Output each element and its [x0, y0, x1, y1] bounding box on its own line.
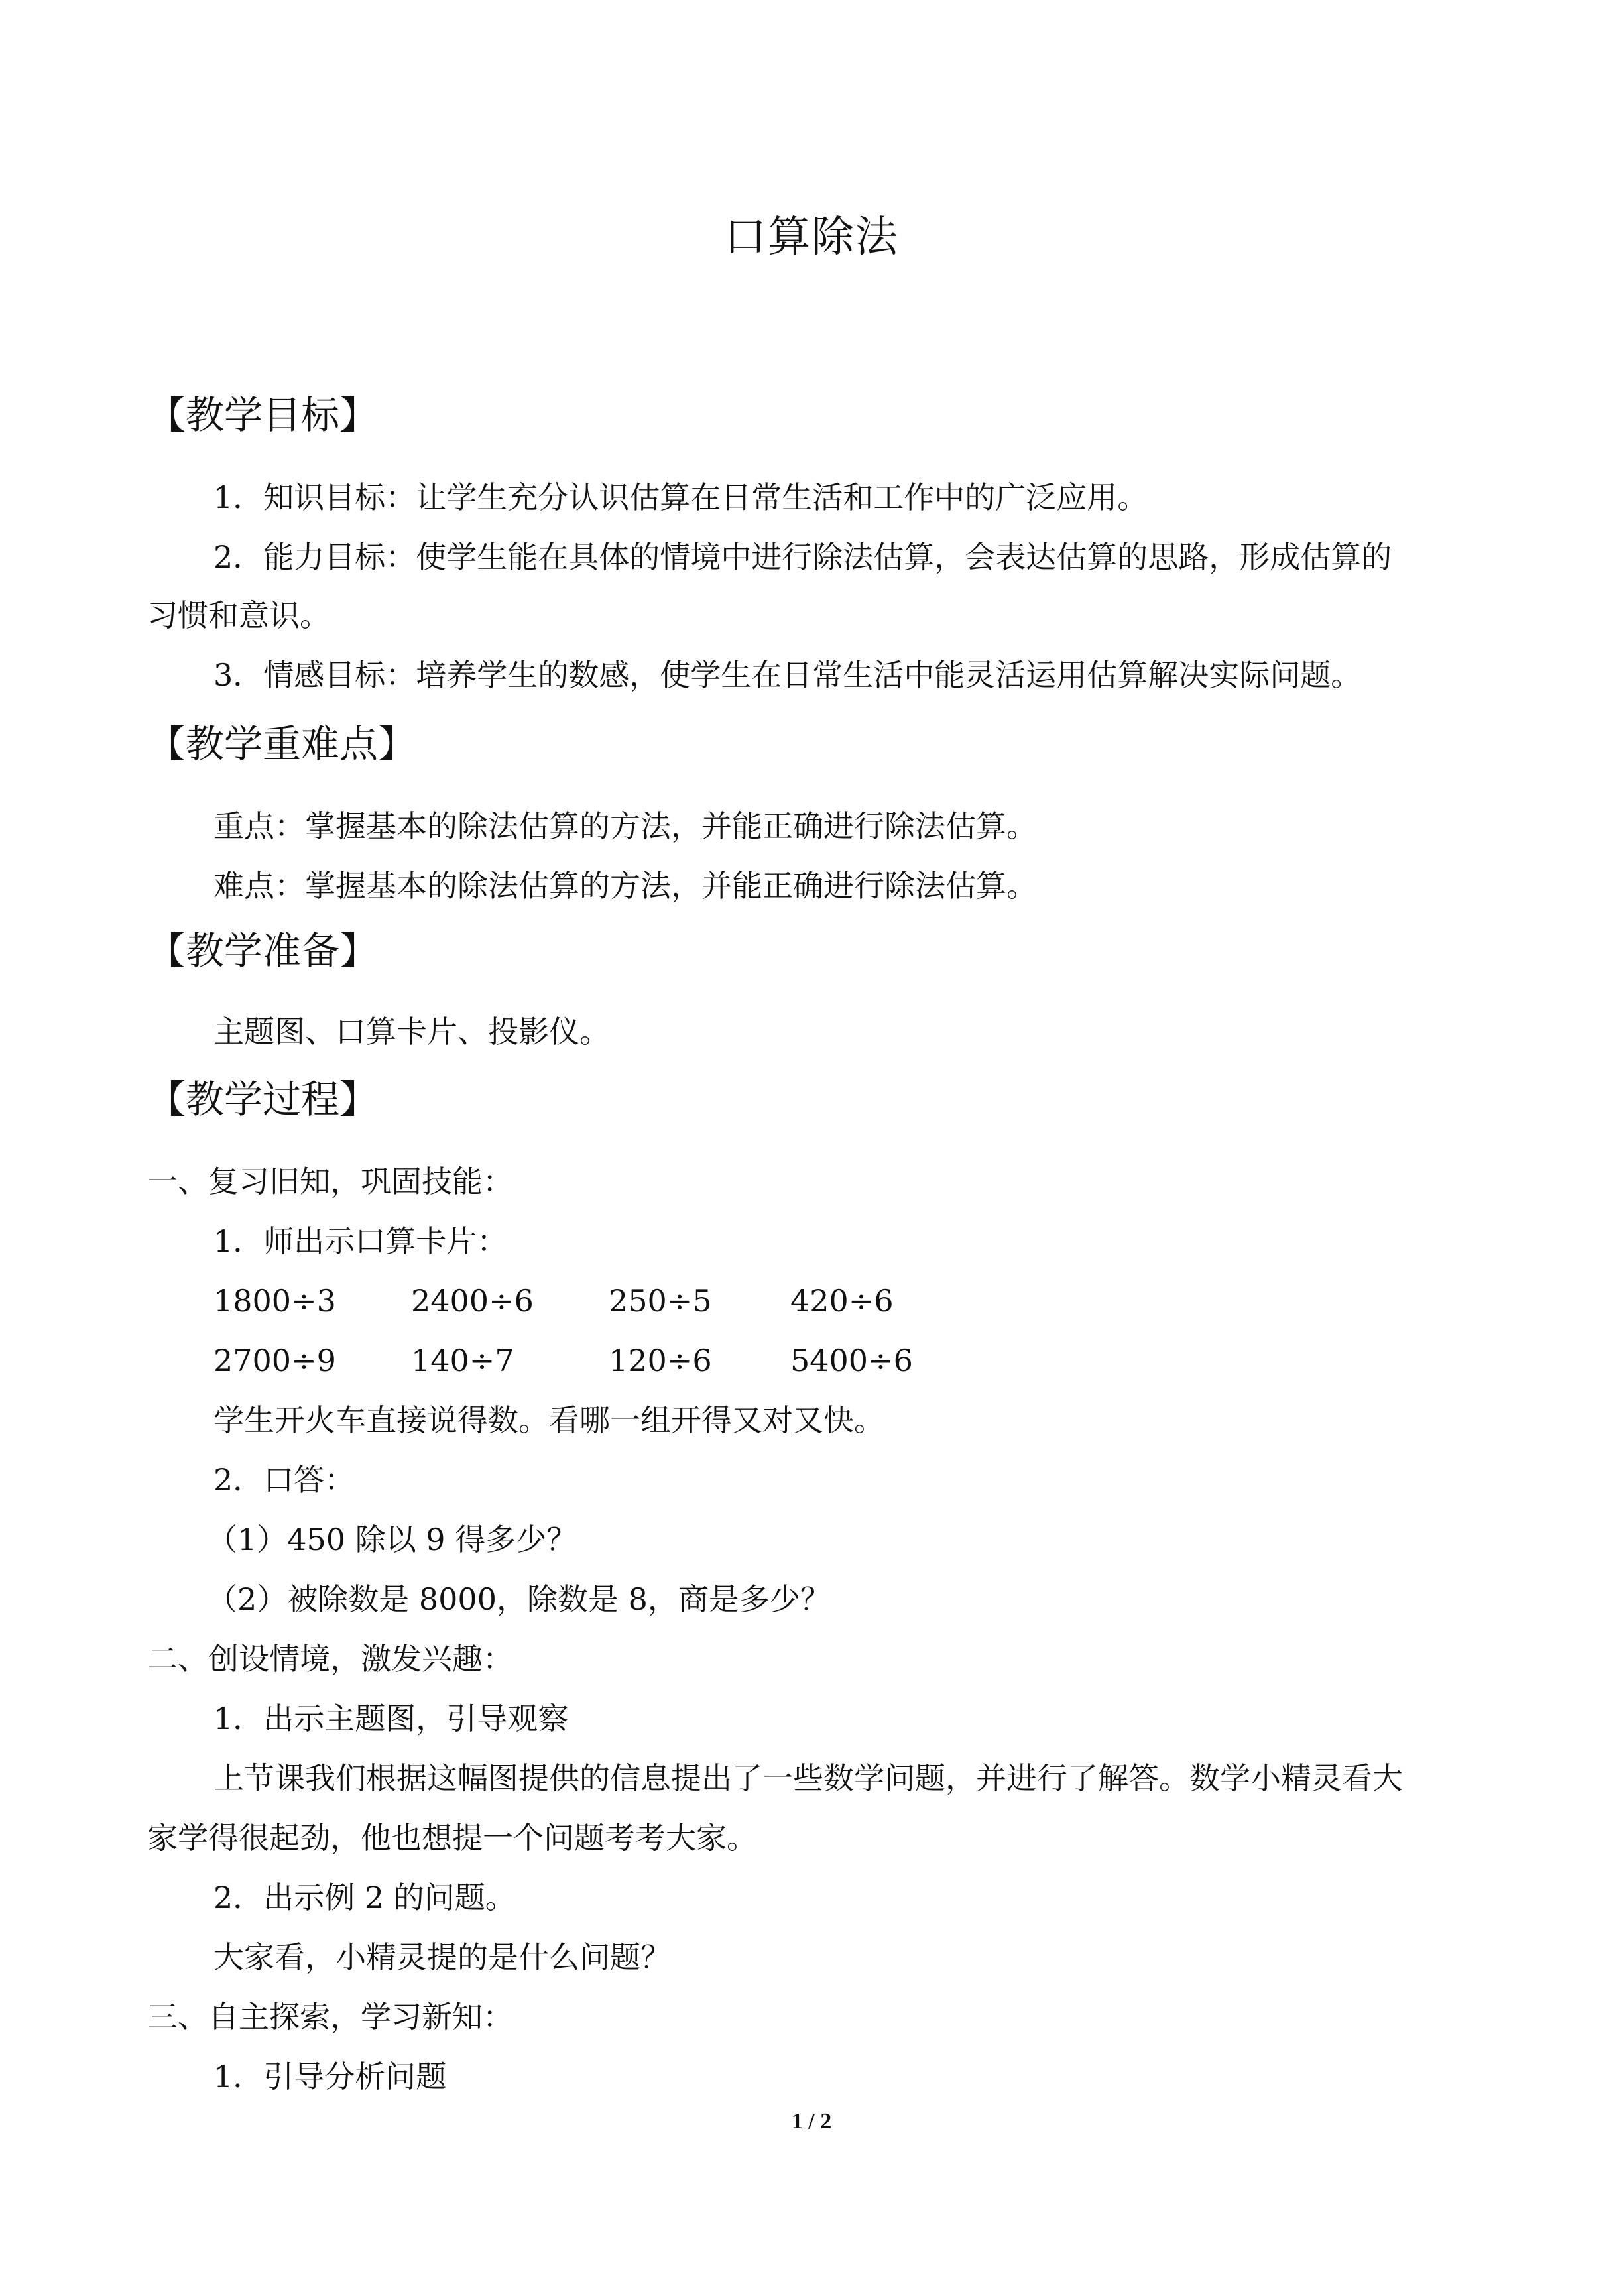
math-expression: 250÷5 — [609, 1283, 712, 1319]
process-step2-paragraph1-line2: 家学得很起劲，他也想提一个问题考考大家。 — [147, 1820, 757, 1856]
process-step2-item1: 1．出示主题图，引导观察 — [213, 1701, 569, 1736]
section-heading-keypoints: 【教学重难点】 — [147, 721, 417, 766]
math-expression: 420÷6 — [790, 1283, 894, 1319]
process-step1-item1: 1．师出示口算卡片： — [213, 1223, 508, 1259]
objective-knowledge: 1．知识目标：让学生充分认识估算在日常生活和工作中的广泛应用。 — [213, 479, 1148, 515]
section-heading-process: 【教学过程】 — [147, 1077, 379, 1122]
math-expression: 1800÷3 — [213, 1283, 336, 1319]
keypoint-difficulty: 难点：掌握基本的除法估算的方法，并能正确进行除法估算。 — [213, 868, 1037, 904]
process-step2-paragraph2: 大家看，小精灵提的是什么问题？ — [213, 1939, 671, 1975]
oral-question-1: （1）450 除以 9 得多少？ — [207, 1522, 577, 1557]
process-step2-item2: 2．出示例 2 的问题。 — [213, 1880, 516, 1915]
objective-emotion: 3．情感目标：培养学生的数感，使学生在日常生活中能灵活运用估算解决实际问题。 — [213, 657, 1362, 693]
section-heading-objectives: 【教学目标】 — [147, 393, 379, 438]
oral-question-2: （2）被除数是 8000，除数是 8，商是多少？ — [207, 1581, 831, 1617]
process-step1-title: 一、复习旧知，巩固技能： — [147, 1164, 513, 1199]
preparation-materials: 主题图、口算卡片、投影仪。 — [213, 1014, 610, 1050]
process-step3-title: 三、自主探索，学习新知： — [147, 1999, 513, 2035]
process-step2-paragraph1-line1: 上节课我们根据这幅图提供的信息提出了一些数学问题，并进行了解答。数学小精灵看大 — [213, 1760, 1403, 1796]
process-step2-title: 二、创设情境，激发兴趣： — [147, 1641, 513, 1677]
document-title: 口算除法 — [724, 213, 899, 262]
mental-math-row-1 — [213, 1281, 1009, 1321]
math-expression: 5400÷6 — [790, 1343, 913, 1378]
objective-ability-line1: 2．能力目标：使学生能在具体的情境中进行除法估算，会表达估算的思路，形成估算的 — [213, 539, 1392, 575]
process-step1-item2: 2．口答： — [213, 1462, 355, 1498]
math-expression: 120÷6 — [609, 1343, 712, 1378]
mental-math-row-2 — [213, 1341, 1009, 1380]
objective-ability-line2: 习惯和意识。 — [147, 597, 330, 633]
process-step1-note: 学生开火车直接说得数。看哪一组开得又对又快。 — [213, 1402, 884, 1438]
math-expression: 140÷7 — [411, 1343, 514, 1378]
math-expression: 2700÷9 — [213, 1343, 336, 1378]
section-heading-preparation: 【教学准备】 — [147, 928, 379, 973]
page-number: 1 / 2 — [791, 2109, 832, 2134]
keypoint-focus: 重点：掌握基本的除法估算的方法，并能正确进行除法估算。 — [213, 808, 1037, 844]
math-expression: 2400÷6 — [411, 1283, 534, 1319]
process-step3-item1: 1．引导分析问题 — [213, 2059, 447, 2094]
